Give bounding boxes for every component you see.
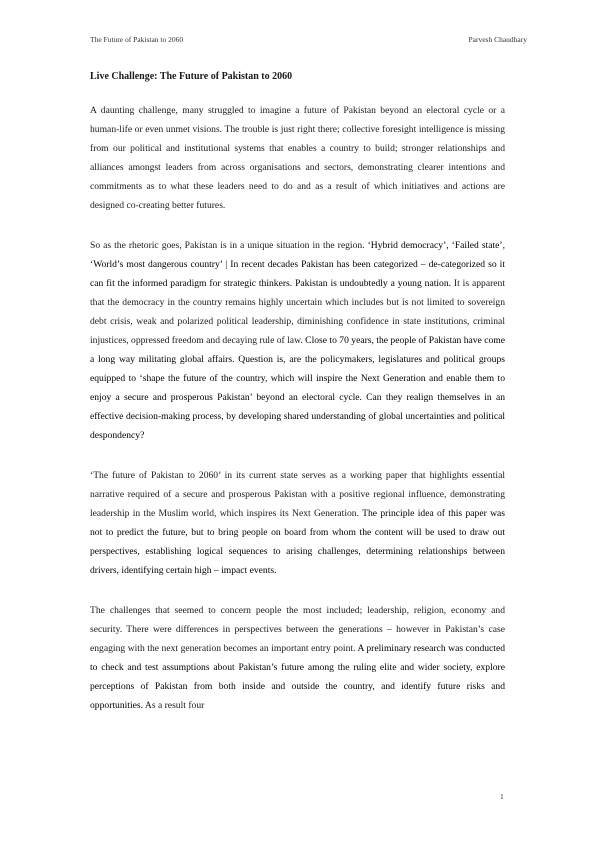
paragraph-text-segment: The challenges that seemed to concern people the most included; leadership, religion, economy and security. There were differences in perspectives between the generations – however in Pakistan’s case engaging with the next generation becomes an important entry point. (90, 605, 505, 654)
body-paragraph (90, 601, 505, 715)
body-paragraph (90, 101, 505, 215)
paragraph-text-segment: A preliminary research was conducted to check and test assumptions about Pakistan’s future among the ruling elite and wider society, explore perceptions of Pakistan from both inside and outside the country, and identify future risks and opportunities. (90, 643, 506, 711)
paragraph-text-segment: The principle idea of this paper was not to predict the future, but to bring people on board from whom the content will be used to draw out perspectives, establishing logical sequences to arising challenges, determining relationships between drivers, identifying certain high – impact events. (90, 508, 505, 576)
header-author: Parvesh Chaudhary (468, 35, 527, 44)
body-paragraph (90, 236, 505, 445)
paragraph-container (90, 101, 505, 715)
paragraph-text-segment: ‘Hybrid democracy’, ‘Failed state’, ‘World’s most dangerous country’ | In recent decades Pakistan has been categorized – de-categorized so it can fit the informed paradigm for strategic thinkers. Pakistan is undoubtedly a young nation. (90, 240, 505, 289)
paragraph-text-segment: ‘The future of Pakistan to 2060’ in its current state serves as a working paper that highlights essential narrative required of a secure and prosperous Pakistan with a positive regional influence, demonstrating leadership in the Muslim world, which inspires its Next Generation. (90, 470, 505, 519)
header-title: The Future of Pakistan to 2060 (90, 35, 184, 44)
page-number: 1 (500, 792, 504, 801)
paragraph-text-segment: Close to 70 years, the people of Pakistan have come a long way militating global affairs. Question is, are the policymakers, legislatures and political groups equipped to ‘shape the future of the country, which will inspire the Next Generation and enable them to enjoy a secure and prosperous Pakistan’ beyond an electoral cycle. Can they realign themselves in an effective decision-making process, by developing shared understanding of global uncertainties and political despondency? (90, 335, 505, 441)
document-body (90, 70, 505, 736)
paragraph-text-segment: As a result four (143, 700, 205, 711)
paragraph-text-segment: A daunting challenge, many struggled to imagine a future of Pakistan beyond an electoral cycle or a human-life or even unmet visions. The trouble is just right there; collective foresight intelligence is missing from our political and institutional systems that enables a country to build; stronger relationships and alliances amongst leaders from across organisations and sectors, demonstrating clearer intentions and commitments as to what these leaders need to do and as a result of which initiatives and actions are designed co-creating better futures. (90, 105, 505, 211)
paragraph-text-segment: So as the rhetoric goes, Pakistan is in a unique situation in the region. (90, 240, 368, 251)
body-paragraph (90, 466, 505, 580)
document-title: Live Challenge: The Future of Pakistan to 2060 (90, 71, 293, 82)
paragraph-text-segment: It is apparent that the democracy in the country remains highly uncertain which includes but is not limited to sovereign debt crisis, weak and polarized political leadership, diminishing confidence in state institutions, criminal injustices, oppressed freedom and decaying rule of law. (90, 278, 505, 346)
running-header (90, 35, 527, 44)
